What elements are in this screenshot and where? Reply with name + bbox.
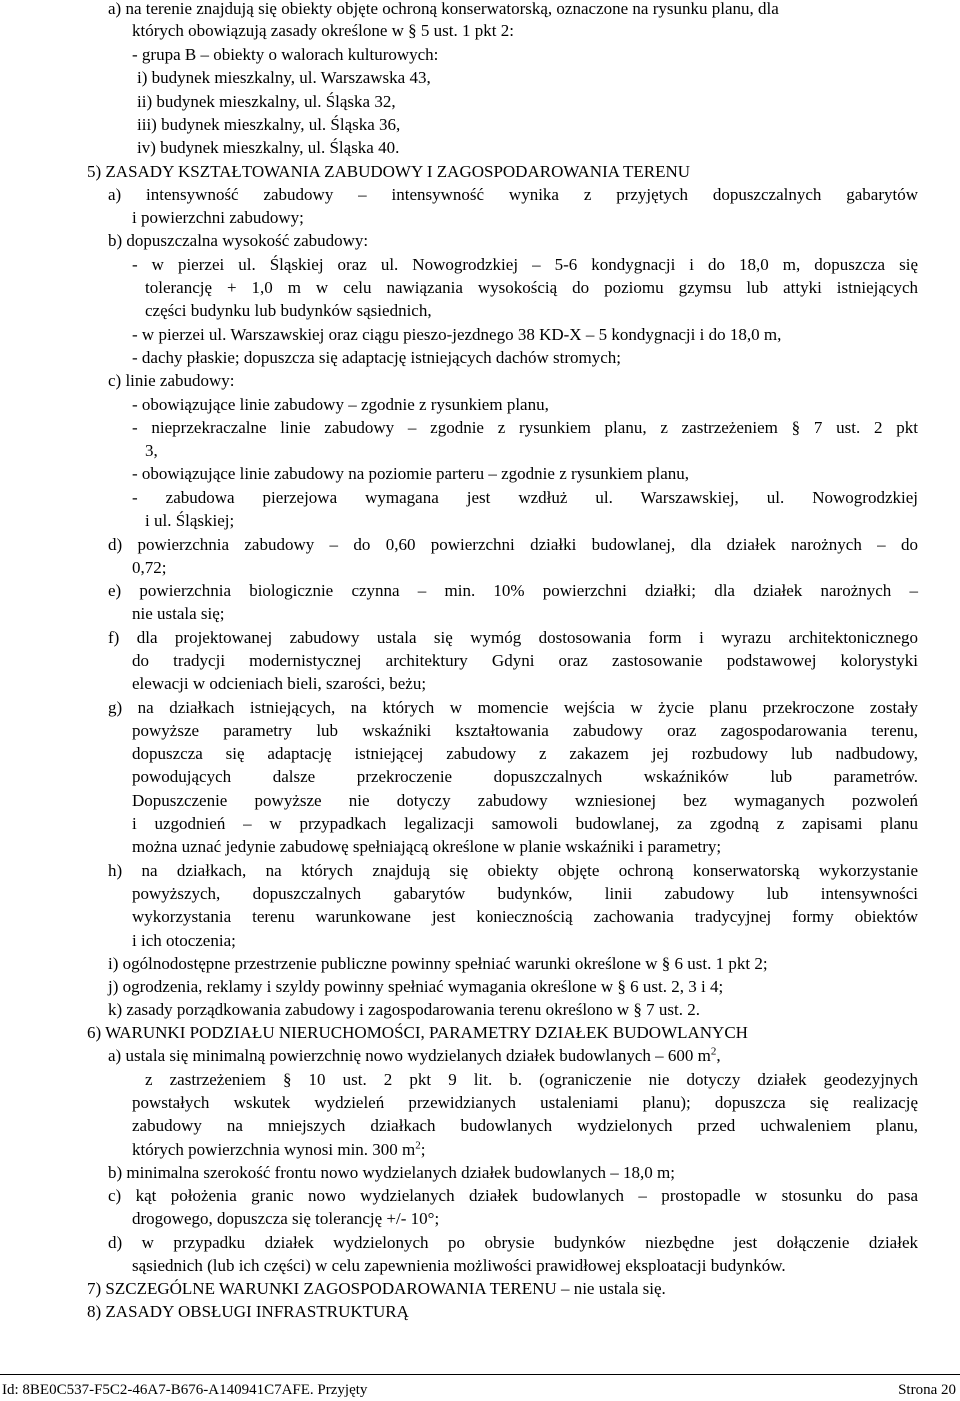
text-line: - zabudowa pierzejowa wymagana jest wzdłuż ul. Warszawskiej, ul. Nowogrodzkiej	[132, 488, 918, 507]
text-line: b) minimalna szerokość frontu nowo wydzielanych działek budowlanych – 18,0 m;	[108, 1163, 675, 1182]
text-line: części budynku lub budynków sąsiednich,	[145, 301, 432, 320]
footer-document-id: Id: 8BE0C537-F5C2-46A7-B676-A140941C7AFE. Przyjęty	[2, 1382, 368, 1398]
text-line: 3,	[145, 441, 158, 460]
text-line: zabudowy na mniejszych działkach budowlanych wydzielonych przed uchwaleniem planu,	[132, 1116, 918, 1135]
text-line: nie ustala się;	[132, 604, 225, 623]
text-line: sąsiednich (lub ich części) w celu zapewnienia możliwości prawidłowej eksploatacji budynków.	[132, 1256, 786, 1275]
text-line: elewacji w odcieniach bieli, szarości, beżu;	[132, 674, 427, 693]
text-line: których obowiązują zasady określone w § 5 ust. 1 pkt 2:	[132, 21, 514, 40]
text-line: do tradycji modernistycznej architektury Gdyni oraz zastosowanie podstawowej kolorystyki	[132, 651, 918, 670]
text-line: c) kąt położenia granic nowo wydzielanych działek budowlanych – prostopadle w stosunku do pasa	[108, 1186, 918, 1205]
superscript: 2	[710, 1045, 717, 1058]
text-line: f) dla projektowanej zabudowy ustala się wymóg dostosowania form i wyrazu architektonicznego	[108, 628, 918, 647]
text-line: - w pierzei ul. Śląskiej oraz ul. Nowogrodzkiej – 5-6 kondygnacji i do 18,0 m, dopuszcza się	[132, 255, 918, 274]
text-line: k) zasady porządkowania zabudowy i zagospodarowania terenu określono w § 7 ust. 2.	[108, 1000, 700, 1019]
text-line: c) linie zabudowy:	[108, 371, 235, 390]
text-line: i) ogólnodostępne przestrzenie publiczne powinny spełniać warunki określone w § 6 ust. 1 pkt 2;	[108, 954, 768, 973]
text-line: i ul. Śląskiej;	[145, 511, 235, 530]
text-line: ii) budynek mieszkalny, ul. Śląska 32,	[137, 92, 396, 111]
text-line: - obowiązujące linie zabudowy na poziomie parteru – zgodnie z rysunkiem planu,	[132, 464, 690, 483]
text-line: i powierzchni zabudowy;	[132, 208, 304, 227]
text-line: g) na działkach istniejących, na których w momencie wejścia w życie planu przekroczone zostały	[108, 698, 918, 717]
text-line: powyższe parametry lub wskaźniki kształtowania zabudowy oraz zagospodarowania terenu,	[132, 721, 918, 740]
text-line: iv) budynek mieszkalny, ul. Śląska 40.	[137, 138, 400, 157]
text-line: i) budynek mieszkalny, ul. Warszawska 43,	[137, 68, 431, 87]
text-line: z zastrzeżeniem § 10 ust. 2 pkt 9 lit. b. (ograniczenie nie dotyczy działek geodezyjnych	[145, 1070, 918, 1089]
text-segment: ,	[716, 1046, 721, 1065]
text-line: i ich otoczenia;	[132, 931, 236, 950]
text-line: - obowiązujące linie zabudowy – zgodnie z rysunkiem planu,	[132, 395, 549, 414]
text-segment: których powierzchnia wynosi min. 300 m	[132, 1140, 416, 1159]
text-line: powstałych wskutek wydzieleń przewidzianych ustaleniami planu); dopuszcza się realizację	[132, 1093, 918, 1112]
text-line: d) w przypadku działek wydzielonych po obrysie budynków niezbędne jest dołączenie działek	[108, 1233, 918, 1252]
text-line: - w pierzei ul. Warszawskiej oraz ciągu pieszo-jezdnego 38 KD-X – 5 kondygnacji i do 18,0 m,	[132, 325, 782, 344]
text-line: e) powierzchnia biologicznie czynna – min. 10% powierzchni działki; dla działek narożnych –	[108, 581, 918, 600]
text-line: Dopuszczenie powyższe nie dotyczy zabudowy wzniesionej bez wymaganych pozwoleń	[132, 791, 918, 810]
text-line	[108, 1045, 721, 1067]
text-line: - dachy płaskie; dopuszcza się adaptację istniejących dachów stromych;	[132, 348, 622, 367]
text-line	[132, 1139, 426, 1161]
text-line: a) intensywność zabudowy – intensywność wynika z przyjętych dopuszczalnych gabarytów	[108, 185, 918, 204]
text-line: j) ogrodzenia, reklamy i szyldy powinny spełniać wymagania określone w § 6 ust. 2, 3 i 4;	[108, 977, 724, 996]
section-heading: 8) ZASADY OBSŁUGI INFRASTRUKTURĄ	[87, 1302, 409, 1321]
section-heading: 7) SZCZEGÓLNE WARUNKI ZAGOSPODAROWANIA TERENU – nie ustala się.	[87, 1279, 666, 1298]
footer-page-number: Strona 20	[898, 1382, 956, 1398]
text-line: powyższych, dopuszczalnych gabarytów budynków, linii zabudowy lub intensywności	[132, 884, 918, 903]
text-line: b) dopuszczalna wysokość zabudowy:	[108, 231, 369, 250]
text-segment: ;	[420, 1140, 426, 1159]
text-line: 0,72;	[132, 558, 167, 577]
text-line: - grupa B – obiekty o walorach kulturowych:	[132, 45, 439, 64]
text-line: iii) budynek mieszkalny, ul. Śląska 36,	[137, 115, 401, 134]
text-line: a) na terenie znajdują się obiekty objęte ochroną konserwatorską, oznaczone na rysunku planu, dla	[108, 0, 779, 18]
text-line: powodujących dalsze przekroczenie dopuszczalnych wskaźników lub parametrów.	[132, 767, 918, 786]
text-line: d) powierzchnia zabudowy – do 0,60 powierzchni działki budowlanej, dla działek narożnych – do	[108, 535, 918, 554]
section-heading: 5) ZASADY KSZTAŁTOWANIA ZABUDOWY I ZAGOSPODAROWANIA TERENU	[87, 162, 691, 181]
section-heading: 6) WARUNKI PODZIAŁU NIERUCHOMOŚCI, PARAMETRY DZIAŁEK BUDOWLANYCH	[87, 1023, 748, 1042]
text-line: tolerancję + 1,0 m w celu nawiązania wysokością do poziomu gzymsu lub attyki istniejących	[145, 278, 918, 297]
text-line: drogowego, dopuszcza się tolerancję +/- 10°;	[132, 1209, 440, 1228]
footer-divider	[0, 1374, 960, 1375]
text-line: i uzgodnień – w przypadkach legalizacji samowoli budowlanej, za zgodną z zapisami planu	[132, 814, 918, 833]
text-line: - nieprzekraczalne linie zabudowy – zgodnie z rysunkiem planu, z zastrzeżeniem § 7 ust. 2 pkt	[132, 418, 918, 437]
text-line: dopuszcza się adaptację istniejącej zabudowy z zakazem jej rozbudowy lub nadbudowy,	[132, 744, 918, 763]
text-line: h) na działkach, na których znajdują się obiekty objęte ochroną konserwatorską wykorzystanie	[108, 861, 918, 880]
text-line: wykorzystania terenu warunkowane jest koniecznością zachowania tradycyjnej formy obiektów	[132, 907, 918, 926]
superscript: 2	[415, 1139, 421, 1152]
text-line: można uznać jedynie zabudowę spełniającą określone w planie wskaźniki i parametry;	[132, 837, 722, 856]
text-segment: a) ustala się minimalną powierzchnię nowo wydzielanych działek budowlanych – 600 m	[108, 1046, 711, 1065]
